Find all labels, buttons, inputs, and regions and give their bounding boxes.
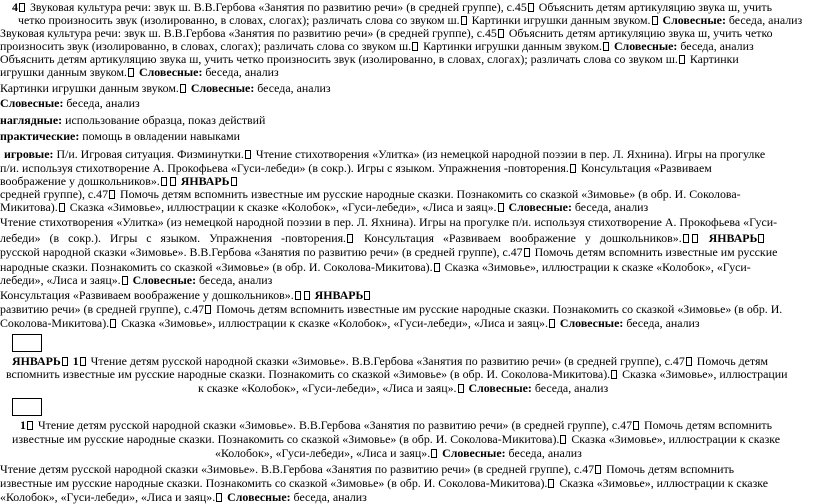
text: Консультация «Развиваем воображение у дошкольников». xyxy=(0,288,294,302)
text: произносить звук (изолированно, в словах, слогах); различать слова со звуком ш. xyxy=(0,39,412,53)
text-line xyxy=(0,491,367,504)
text-line xyxy=(215,447,582,460)
text: Помочь детям вспомнить xyxy=(644,418,772,432)
text-line xyxy=(0,114,265,127)
missing-glyph-icon xyxy=(170,177,176,186)
bold-text: наглядные: xyxy=(0,113,63,127)
text-line xyxy=(4,148,765,161)
empty-table-cell xyxy=(12,334,42,352)
missing-glyph-icon xyxy=(683,234,689,243)
text: П/и. Игровая ситуация. Физминутки. xyxy=(56,147,244,161)
missing-glyph-icon xyxy=(364,291,370,300)
text: Помочь детям xyxy=(696,354,768,368)
text: Сказка «Зимовье», иллюстрации к сказке xyxy=(559,476,769,490)
text: Помочь детям вспомнить известные им русские народные сказки. Познакомить со сказкой «Зимовье» (в обр. И. xyxy=(216,302,783,316)
text: Звуковая культура речи: звук ш. В.В.Гербова «Занятия по развитию речи» (в средней группе), с.45 xyxy=(29,0,527,14)
missing-glyph-icon xyxy=(570,164,576,173)
missing-glyph-icon xyxy=(549,319,555,328)
empty-table-cell xyxy=(12,398,42,416)
text: Сказка «Зимовье», иллюстрации к сказке xyxy=(571,432,781,446)
missing-glyph-icon xyxy=(80,357,86,366)
text: игрушки данным звуком. xyxy=(0,65,128,79)
missing-glyph-icon xyxy=(498,29,504,38)
missing-glyph-icon xyxy=(692,234,698,243)
missing-glyph-icon xyxy=(110,319,116,328)
bold-text: Словесные: xyxy=(132,273,197,287)
missing-glyph-icon xyxy=(458,384,464,393)
missing-glyph-icon xyxy=(205,305,211,314)
text-line xyxy=(0,289,372,302)
missing-glyph-icon xyxy=(434,263,440,272)
bold-text: игровые: xyxy=(4,147,54,161)
text: Чтение детям русской народной сказки «Зимовье». В.В.Гербова «Занятия по развитию речи» (в средней группе), с.47 xyxy=(37,418,633,432)
text: беседа, анализ xyxy=(534,381,609,395)
text: Картинки игрушки данным звуком. xyxy=(423,39,602,53)
text: беседа, анализ xyxy=(728,13,803,27)
missing-glyph-icon xyxy=(161,177,167,186)
missing-glyph-icon xyxy=(180,84,186,93)
bold-text: Словесные: xyxy=(468,381,532,395)
text: Сказка «Зимовье», иллюстрации xyxy=(622,367,788,381)
text: п/и. используя стихотворение А. Прокофьева «Гуси-лебеди» (в сокр.). Игры с языком. Упражнения -повторения. xyxy=(0,161,569,175)
missing-glyph-icon xyxy=(461,16,467,25)
missing-glyph-icon xyxy=(498,203,504,212)
missing-glyph-icon xyxy=(548,479,554,488)
text-line xyxy=(0,463,734,476)
bold-text: Словесные: xyxy=(613,39,678,53)
missing-glyph-icon xyxy=(128,68,134,77)
text-line xyxy=(0,97,140,110)
text: беседа, анализ xyxy=(508,446,582,460)
bold-text: Словесные: xyxy=(190,81,255,95)
text: помощь в овладении навыками xyxy=(82,129,240,143)
text-line xyxy=(12,433,780,446)
text-line xyxy=(0,201,648,214)
missing-glyph-icon xyxy=(19,3,25,12)
bold-text: ЯНВАРЬ xyxy=(180,174,230,188)
text-line xyxy=(0,82,331,95)
text: народные сказки. Познакомить со сказкой «Зимовье» (в обр. И. Соколова-Микитова). xyxy=(0,260,433,274)
text: средней группе), с.47 xyxy=(0,187,109,201)
text: Микитова). xyxy=(0,200,58,214)
item-number: 1 xyxy=(20,418,26,432)
missing-glyph-icon xyxy=(231,177,237,186)
text: русской народной сказки «Зимовье». В.В.Гербова «Занятия по развитию речи» (в средней группе), с.47 xyxy=(0,245,523,259)
item-number: 4 xyxy=(12,0,18,14)
text-line xyxy=(0,317,700,330)
missing-glyph-icon xyxy=(528,3,534,12)
missing-glyph-icon xyxy=(62,357,68,366)
text-line xyxy=(0,66,279,79)
missing-glyph-icon xyxy=(595,465,601,474)
text-line xyxy=(0,216,777,229)
text: Сказка «Зимовье», иллюстрации к сказке «Колобок», «Гуси-лебеди», «Лиса и заяц». xyxy=(69,200,497,214)
missing-glyph-icon xyxy=(304,291,310,300)
text: воображение у дошкольников». xyxy=(0,174,160,188)
text-line xyxy=(0,274,272,287)
missing-glyph-icon xyxy=(412,42,418,51)
missing-glyph-icon xyxy=(122,276,128,285)
text: Консультация «Развиваем xyxy=(580,161,712,175)
missing-glyph-icon xyxy=(295,291,301,300)
bold-text: Словесные: xyxy=(559,316,624,330)
text-line xyxy=(198,382,608,395)
text: беседа, анализ xyxy=(626,316,700,330)
text-line xyxy=(6,368,787,381)
text: Картинки xyxy=(689,52,739,66)
text-line xyxy=(0,246,777,259)
text: Картинки игрушки данным звуком. xyxy=(0,81,179,95)
text-line xyxy=(0,477,768,490)
missing-glyph-icon xyxy=(603,42,609,51)
text: Объяснить детям артикуляцию звука ш, учить четко xyxy=(508,26,773,40)
bold-text: ЯНВАРЬ xyxy=(12,354,61,368)
text: беседа, анализ xyxy=(205,65,279,79)
text: Помочь детям вспомнить известные им русские xyxy=(534,245,778,259)
text: Объяснить детям артикуляцию звука ш, учить четко произносить звук (изолированно, в словах, слогах); различать слова со звуком ш. xyxy=(0,52,678,66)
text: лебеди» (в сокр.). Игры с языком. Упражнения -повторения. xyxy=(0,231,347,245)
bold-text: Словесные: xyxy=(662,13,726,27)
text: Помочь детям вспомнить xyxy=(606,462,735,476)
text: развитию речи» (в средней группе), с.47 xyxy=(0,302,205,316)
bold-text: Словесные: xyxy=(0,96,64,110)
text: беседа, анализ xyxy=(199,273,273,287)
bold-text: Словесные: xyxy=(508,200,572,214)
missing-glyph-icon xyxy=(560,435,566,444)
bold-text: Словесные: xyxy=(442,446,506,460)
text: Чтение стихотворения «Улитка» (из немецкой народной поэзии в пер. Л. Яхнина). Игры на прогулке п/и. используя стихотворение А. Прокофьева «Гуси- xyxy=(0,215,778,229)
bold-text: практические: xyxy=(0,129,80,143)
text: беседа, анализ xyxy=(680,39,754,53)
text-line xyxy=(0,130,240,143)
text: Соколова-Микитова). xyxy=(0,316,110,330)
text: вспомнить известные им русские народные сказки. Познакомить со сказкой «Зимовье» (в обр. И. Соколова-Микитова). xyxy=(6,367,611,381)
text: четко произносить звук (изолированно, в словах, слогах); различать слова со звуком ш. xyxy=(18,13,460,27)
text: к сказке «Колобок», «Гуси-лебеди», «Лиса и заяц». xyxy=(198,381,457,395)
text: беседа, анализ xyxy=(66,96,140,110)
text: «Колобок», «Гуси-лебеди», «Лиса и заяц». xyxy=(215,446,431,460)
text: Сказка «Зимовье», иллюстрации к сказке «Колобок», «Гуси-лебеди», «Лиса и заяц». xyxy=(121,316,548,330)
text: лебеди», «Лиса и заяц». xyxy=(0,273,121,287)
text: «Колобок», «Гуси-лебеди», «Лиса и заяц». xyxy=(0,490,216,504)
missing-glyph-icon xyxy=(431,449,437,458)
missing-glyph-icon xyxy=(758,234,764,243)
text: Чтение детям русской народной сказки «Зимовье». В.В.Гербова «Занятия по развитию речи» (в средней группе), с.47 xyxy=(90,354,685,368)
text: известные им русские народные сказки. Познакомить со сказкой «Зимовье» (в обр. И. Соколова-Микитова). xyxy=(12,432,560,446)
text: использование образца, показ действий xyxy=(65,113,266,127)
missing-glyph-icon xyxy=(524,248,530,257)
text: Картинки игрушки данным звуком. xyxy=(471,13,651,27)
bold-text: Словесные: xyxy=(139,65,203,79)
text: Объяснить детям артикуляцию звука ш, учить xyxy=(538,0,773,14)
text: беседа, анализ xyxy=(257,81,331,95)
missing-glyph-icon xyxy=(652,16,658,25)
text-line xyxy=(20,419,772,432)
missing-glyph-icon xyxy=(109,190,115,199)
missing-glyph-icon xyxy=(216,493,222,502)
text: беседа, анализ xyxy=(574,200,649,214)
bold-text: ЯНВАРЬ xyxy=(314,288,364,302)
missing-glyph-icon xyxy=(686,357,692,366)
missing-glyph-icon xyxy=(27,421,33,430)
text-line xyxy=(0,232,766,245)
missing-glyph-icon xyxy=(59,203,65,212)
text: Чтение стихотворения «Улитка» (из немецкой народной поэзии в пер. Л. Яхнина). Игры на прогулке xyxy=(255,147,766,161)
text: Сказка «Зимовье», иллюстрации к сказке «Колобок», «Гуси- xyxy=(444,260,751,274)
text: Звуковая культура речи: звук ш. В.В.Гербова «Занятия по развитию речи» (в средней группе), с.45 xyxy=(0,26,497,40)
missing-glyph-icon xyxy=(633,421,639,430)
text: Помочь детям вспомнить известные им русские народные сказки. Познакомить со сказкой «Зимовье» (в обр. И. Соколова- xyxy=(120,187,741,201)
missing-glyph-icon xyxy=(347,234,353,243)
text-line xyxy=(0,303,782,316)
bold-text: ЯНВАРЬ xyxy=(708,231,758,245)
item-number: 1 xyxy=(72,354,79,368)
missing-glyph-icon xyxy=(679,55,685,64)
text: беседа, анализ xyxy=(293,490,367,504)
missing-glyph-icon xyxy=(245,150,251,159)
text: Консультация «Развиваем воображение у дошкольников». xyxy=(364,231,682,245)
bold-text: Словесные: xyxy=(227,490,291,504)
text: Чтение детям русской народной сказки «Зимовье». В.В.Гербова «Занятия по развитию речи» (в средней группе), с.47 xyxy=(0,462,595,476)
text: известные им русские народные сказки. Познакомить со сказкой «Зимовье» (в обр. И. Соколова-Микитова). xyxy=(0,476,548,490)
missing-glyph-icon xyxy=(611,370,617,379)
